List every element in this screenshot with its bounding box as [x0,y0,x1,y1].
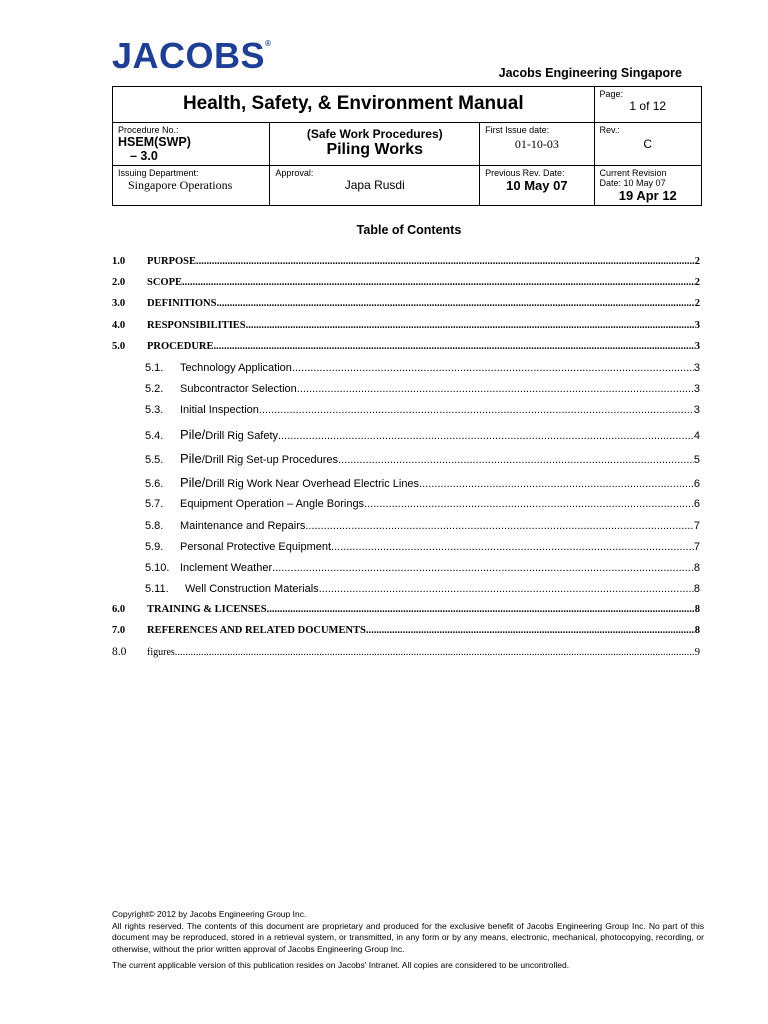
toc-entry-label: figures [147,647,175,658]
toc-entry-label: REFERENCES AND RELATED DOCUMENTS [147,625,366,636]
toc-title: Table of Contents [356,223,462,237]
toc-leader-dots [259,404,694,416]
toc-leader-dots [297,383,694,395]
toc-entry-page: 9 [694,647,700,658]
toc-entry-number: 5.1. [145,362,164,374]
toc-entry-label: SCOPE [147,277,183,288]
toc-entry-label: Maintenance and Repairs [180,520,306,532]
rights-statement: All rights reserved. The contents of this document are proprietary and produced for the exclusive benefit of Jacobs Engineering Group Inc. No part of this document may be reproduced, stored in a retrieval system, or transmitted, in any form or by any means, electronic, mechanical, photocopying, recording, or otherwise, without the prior written approval of Jacobs Engineering Group Inc. [112,920,704,954]
toc-leader-dots [305,520,694,532]
toc-entry-label: Technology Application [180,362,292,374]
toc-entry-label: RESPONSIBILITIES [147,320,246,331]
toc-leader-dots [419,478,694,490]
toc-entry-label: Drill Rig Work Near Overhead Electric Lines [205,478,420,490]
first-issue-label: First Issue date: [485,125,550,135]
toc-entry-5-2[interactable] [112,383,700,395]
toc-entry-5-6[interactable] [112,475,700,490]
procedure-no-line1: HSEM(SWP) [118,135,191,149]
toc-leader-dots [319,583,694,595]
toc-entry-label: Inclement Weather [180,562,273,574]
toc-entry-5-9[interactable] [112,541,700,553]
jacobs-logo [112,35,272,76]
current-rev-label: Current Revision [599,168,667,178]
toc-entry-number: 7.0 [112,625,126,636]
toc-entry-page: 7 [693,541,700,553]
toc-entry-5-10[interactable] [112,562,700,574]
toc-entry-label: Drill Rig Safety [205,430,279,442]
toc-entry-number: 4.0 [112,320,126,331]
toc-entry-label: Subcontractor Selection [180,383,297,395]
logo-mark: ® [265,39,272,48]
toc-entry-scope[interactable] [112,277,700,288]
toc-entry-page: 3 [693,383,700,395]
toc-entry-page: 8 [693,583,700,595]
toc-entry-5-7[interactable] [112,498,700,510]
toc-entry-number: 5.6. [145,478,164,490]
toc-entry-page: 7 [693,520,700,532]
toc-entry-page: 6 [693,478,700,490]
toc-entry-responsibilities[interactable] [112,320,700,331]
current-rev-cell [594,166,701,206]
company-name: Jacobs Engineering Singapore [498,66,682,80]
toc-entry-page: 3 [693,404,700,416]
toc-entry-definitions[interactable] [112,298,700,309]
toc-leader-dots [216,298,694,309]
current-rev-date-line: Date: 10 May 07 [599,178,666,188]
toc-entry-page: 6 [693,498,700,510]
toc-leader-dots [214,341,695,352]
toc-entry-purpose[interactable] [112,256,700,267]
issuing-dept-label: Issuing Department: [118,168,199,178]
toc-entry-number: 5.4. [145,430,164,442]
toc-leader-dots [331,541,694,553]
toc-entry-page: 5 [693,454,700,466]
first-issue-cell [480,123,594,166]
toc-leader-dots [292,362,694,374]
toc-entry-figures[interactable] [112,646,700,658]
toc-entry-references[interactable] [112,625,700,636]
toc-entry-5-4[interactable] [112,427,700,442]
page-value: 1 of 12 [629,99,667,113]
page-cell [594,87,701,123]
toc-entry-number: 5.7. [145,498,164,510]
toc-leader-dots [366,625,695,636]
issuing-dept-cell [113,166,270,206]
prev-rev-value: 10 May 07 [506,178,568,193]
procedure-no-label: Procedure No.: [118,125,179,135]
toc-entry-page: 3 [693,362,700,374]
toc-entry-label-prefix: Pile/ [180,475,206,490]
page-label: Page: [599,89,624,99]
toc-entry-label: /Drill Rig Set-up Procedures [201,454,339,466]
toc-entry-number: 5.3. [145,404,164,416]
rev-value: C [643,137,653,151]
toc-leader-dots [278,430,694,442]
approval-cell [270,166,480,206]
toc-entry-number: 8.0 [112,646,127,658]
logo-text: JACOBS [112,35,266,76]
issuing-dept-value: Singapore Operations [128,178,233,192]
first-issue-value: 01-10-03 [514,137,559,151]
toc-entry-label: PROCEDURE [147,341,214,352]
toc-entry-number: 5.11. [145,583,169,595]
toc-entry-5-1[interactable] [112,362,700,374]
current-rev-value: 19 Apr 12 [618,188,677,203]
toc-entry-number: 5.2. [145,383,164,395]
toc-leader-dots [364,498,694,510]
toc-entry-label: PURPOSE [147,256,197,267]
document-header-table [112,86,702,206]
toc-entry-label: Well Construction Materials [185,583,319,595]
uncontrolled-note: The current applicable version of this publication resides on Jacobs’ Intranet. All copies are considered to be uncontrolled. [112,960,570,970]
toc-entry-training[interactable] [112,604,700,615]
copyright-footer [112,909,704,972]
toc-entry-page: 2 [694,277,700,288]
toc-entry-page: 2 [694,298,700,309]
doc-title: Piling Works [326,141,424,158]
prev-rev-label: Previous Rev. Date: [485,168,565,178]
copyright-line: Copyright© 2012 by Jacobs Engineering Group Inc. [112,909,307,919]
toc-entry-5-8[interactable] [112,520,700,532]
toc-entry-number: 6.0 [112,604,126,615]
toc-entry-number: 5.0 [112,341,126,352]
manual-title: Health, Safety, & Environment Manual [113,87,595,123]
toc-entry-5-3[interactable] [112,404,700,416]
subtitle: (Safe Work Procedures) [306,127,443,141]
toc-entry-page: 4 [693,430,700,442]
title-cell [270,123,480,166]
toc-entry-label: Personal Protective Equipment [180,541,332,553]
toc-leader-dots [338,454,694,466]
toc-leader-dots [196,256,695,267]
toc-entry-page: 8 [693,562,700,574]
toc-entry-label: Initial Inspection [180,404,259,416]
toc-entry-number: 1.0 [112,256,126,267]
rev-cell [594,123,701,166]
toc-entry-number: 5.9. [145,541,164,553]
toc-leader-dots [175,647,695,658]
toc-entry-5-5[interactable] [112,451,700,466]
toc-entry-page: 3 [694,341,700,352]
toc-entry-label: TRAINING & LICENSES [147,604,267,615]
toc-entry-number: 5.5. [145,454,164,466]
toc-leader-dots [267,604,695,615]
approval-value: Japa Rusdi [344,178,405,192]
procedure-no-line2: – 3.0 [130,149,158,163]
toc-leader-dots [272,562,694,574]
toc-entry-page: 8 [694,625,700,636]
prev-rev-cell [480,166,594,206]
toc-entry-label-prefix: Pile/ [180,427,206,442]
toc-entry-number: 5.8. [145,520,164,532]
toc-entry-number: 5.10. [145,562,170,574]
rev-label: Rev.: [599,125,620,135]
procedure-no-cell [113,123,270,166]
toc-entry-page: 2 [694,256,700,267]
toc-entry-number: 2.0 [112,277,126,288]
toc-entry-procedure[interactable] [112,341,700,352]
toc-entry-number: 3.0 [112,298,126,309]
toc-entry-label: DEFINITIONS [147,298,217,309]
toc-entry-page: 3 [694,320,700,331]
toc-leader-dots [182,277,695,288]
toc-entry-page: 8 [694,604,700,615]
approval-label: Approval: [275,168,314,178]
toc-leader-dots [246,320,695,331]
toc-entry-label-prefix: Pile [180,451,202,466]
toc-entry-5-11[interactable] [112,583,700,595]
toc-entry-label: Equipment Operation – Angle Borings [180,498,365,510]
